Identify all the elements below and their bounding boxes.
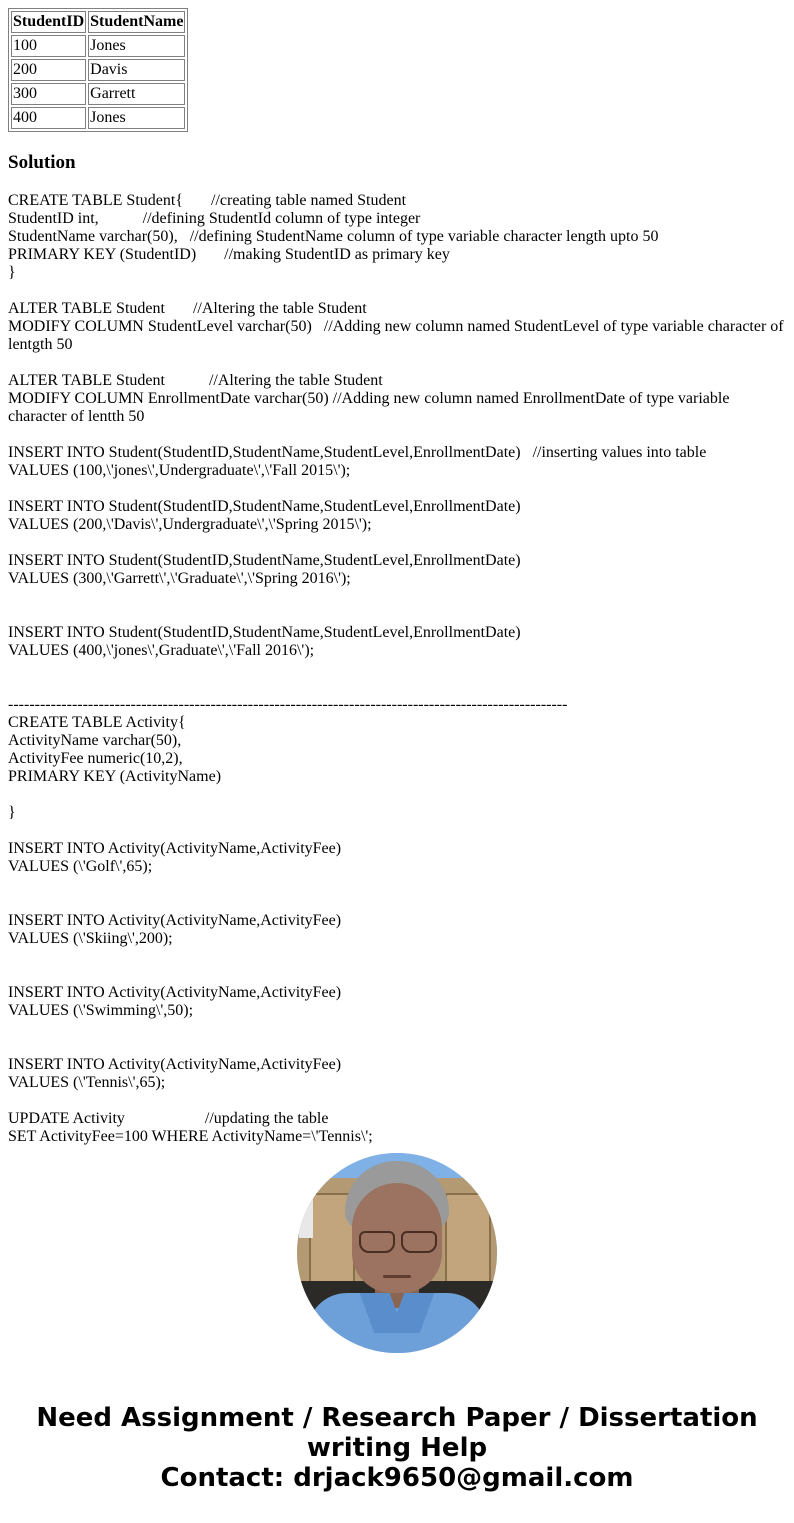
code-line: VALUES (\'Skiing\',200); [8,930,173,947]
code-line: StudentID int, //defining StudentId column of type integer [8,210,421,227]
code-line: INSERT INTO Activity(ActivityName,ActivityFee) [8,840,342,857]
alter-level-block [8,300,786,354]
glasses-icon [401,1231,437,1253]
code-line: INSERT INTO Student(StudentID,StudentName,StudentLevel,EnrollmentDate) [8,552,521,569]
solution-heading: Solution [8,152,76,173]
code-line: INSERT INTO Student(StudentID,StudentName,StudentLevel,EnrollmentDate) //inserting values into table [8,444,707,461]
code-line: } [8,804,16,821]
code-line: SET ActivityFee=100 WHERE ActivityName=\'Tennis\'; [8,1128,373,1145]
code-line: INSERT INTO Activity(ActivityName,ActivityFee) [8,1056,342,1073]
insert-student-block-2 [8,498,786,534]
code-line: VALUES (200,\'Davis\',Undergraduate\',\'Spring 2015\'); [8,516,372,533]
code-line: INSERT INTO Activity(ActivityName,ActivityFee) [8,912,342,929]
avatar-wood-panel [445,1193,491,1287]
insert-activity-block-3 [8,984,786,1020]
code-line: VALUES (400,\'jones\',Graduate\',\'Fall 2016\'); [8,642,315,659]
banner-line: writing Help [306,1433,488,1463]
code-line: StudentName varchar(50), //defining StudentName column of type variable character length upto 50 [8,228,659,245]
spacer [8,822,786,840]
cell-student-id: 100 [11,35,86,57]
spacer [8,894,786,912]
separator-line: --------------------------------------------------------------------------------------------------------- [8,696,568,713]
code-line: CREATE TABLE Activity{ [8,714,186,731]
cell-student-id: 200 [11,59,86,81]
spacer [8,678,786,696]
insert-activity-block-2 [8,912,786,948]
code-line: MODIFY COLUMN EnrollmentDate varchar(50) //Adding new column named EnrollmentDate of type variable character of lentth 50 [8,390,734,425]
code-line: VALUES (\'Golf\',65); [8,858,153,875]
cell-student-name: Davis [88,59,185,81]
student-table [8,8,188,132]
table-row [11,83,185,105]
create-student-block [8,192,786,282]
code-line: VALUES (100,\'jones\',Undergraduate\',\'Fall 2015\'); [8,462,351,479]
code-line: PRIMARY KEY (StudentID) //making StudentID as primary key [8,246,450,263]
code-line: INSERT INTO Activity(ActivityName,ActivityFee) [8,984,342,1001]
insert-student-block-3 [8,552,786,588]
spacer [8,966,786,984]
contact-banner [0,1403,794,1493]
code-line: ALTER TABLE Student //Altering the table Student [8,372,383,389]
code-line: ALTER TABLE Student //Altering the table Student [8,300,367,317]
cell-student-name: Jones [88,107,185,129]
code-line: PRIMARY KEY (ActivityName) [8,768,222,785]
insert-activity-block-1 [8,840,786,876]
cell-student-id: 400 [11,107,86,129]
table-row [11,35,185,57]
insert-student-block-1 [8,444,786,480]
cell-student-name: Garrett [88,83,185,105]
code-line: ActivityName varchar(50), [8,732,182,749]
code-line: INSERT INTO Student(StudentID,StudentName,StudentLevel,EnrollmentDate) [8,498,521,515]
insert-student-block-4 [8,624,786,660]
code-line: VALUES (300,\'Garrett\',\'Graduate\',\'Spring 2016\'); [8,570,351,587]
table-row [11,107,185,129]
header-student-name: StudentName [88,11,185,33]
avatar-switchboard [299,1198,313,1238]
avatar-mouth [383,1275,411,1278]
code-line: UPDATE Activity //updating the table [8,1110,329,1127]
spacer [8,1038,786,1056]
cell-student-id: 300 [11,83,86,105]
code-line: } [8,264,16,281]
code-line: CREATE TABLE Student{ //creating table named Student [8,192,407,209]
code-line: MODIFY COLUMN StudentLevel varchar(50) //Adding new column named StudentLevel of type variable character of lentgth 50 [8,318,788,353]
activity-section [8,696,786,822]
author-avatar [297,1153,497,1353]
contact-email: Contact: drjack9650@gmail.com [160,1463,634,1493]
code-line: VALUES (\'Swimming\',50); [8,1002,194,1019]
banner-line: Need Assignment / Research Paper / Dissertation [36,1403,758,1433]
code-line: INSERT INTO Student(StudentID,StudentName,StudentLevel,EnrollmentDate) [8,624,521,641]
header-student-id: StudentID [11,11,86,33]
spacer [8,606,786,624]
cell-student-name: Jones [88,35,185,57]
update-activity-block [8,1110,786,1146]
alter-enroll-block [8,372,786,426]
table-header-row [11,11,185,33]
glasses-icon [359,1231,395,1253]
code-line: VALUES (\'Tennis\',65); [8,1074,166,1091]
spacer [8,786,786,804]
table-row [11,59,185,81]
code-line: ActivityFee numeric(10,2), [8,750,183,767]
insert-activity-block-4 [8,1056,786,1092]
